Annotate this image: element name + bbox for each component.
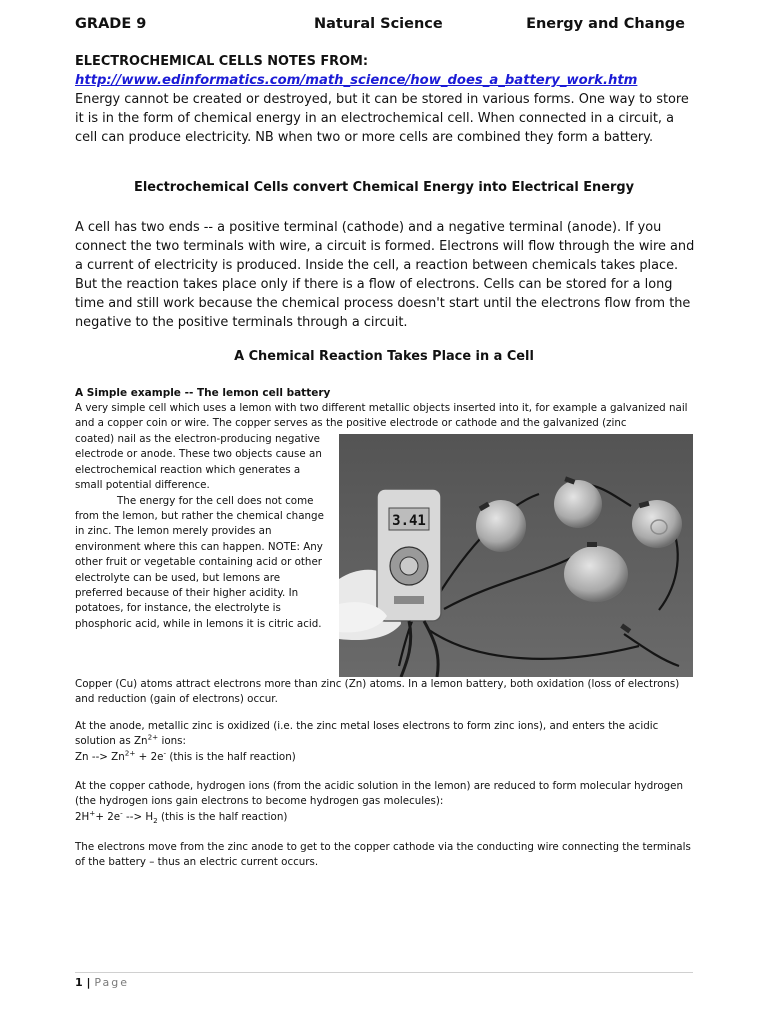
multimeter: [377, 489, 441, 621]
lemon-battery-photo: [339, 434, 693, 677]
page-header: [75, 16, 687, 36]
anode-equation: Zn --> $Zn^{2+} + 2e^-$ (this is the half reaction): [75, 748, 296, 763]
source-link[interactable]: http://www.edinformatics.com/math_science/how_does_a_battery_work.htm: [75, 73, 638, 88]
section-heading-reaction: A Chemical Reaction Takes Place in a Cell: [234, 349, 534, 364]
header-subject: Natural Science: [314, 16, 443, 32]
footer-separator: |: [82, 976, 95, 989]
section-heading-energy: Electrochemical Cells convert Chemical Energy into Electrical Energy: [134, 180, 634, 195]
lemon-electrode-text: coated) nail as the electron-producing negative electrode or anode. These two objects cause an electrochemical reaction which generates a small potential difference.: [75, 433, 322, 492]
lemon-wrapped-text: [75, 432, 327, 632]
lemon-3: [632, 500, 682, 548]
multimeter-reading: 3.41: [392, 513, 426, 529]
copper-zinc-paragraph: Copper (Cu) atoms attract electrons more than zinc (Zn) atoms. In a lemon battery, both oxidation (loss of electrons) and reduction (gain of electrons) occur.: [75, 678, 680, 706]
notes-title: ELECTROCHEMICAL CELLS NOTES FROM:: [75, 54, 369, 69]
intro-section: [75, 52, 695, 147]
footer-divider: [75, 972, 693, 973]
lemon-2: [554, 480, 602, 528]
page-number: 1: [75, 976, 83, 989]
lemon-energy-body: The energy for the cell does not come from the lemon, but rather the chemical change in zinc. The lemon merely provides an environment where this can happen. NOTE: Any other fruit or vegetable containing acid or other electrolyte can be used, but lemons are preferred because of their higher acidity. In potatoes, for instance, the electrolyte is phosphoric acid, while in lemons it is citric acid.: [75, 494, 324, 630]
page-label: Page: [94, 976, 129, 989]
anode-text: At the anode, metallic zinc is oxidized (i.e. the zinc metal loses electrons to form zinc ions), and enters the acidic solution as $Zn^{2+}$ ions:: [75, 720, 659, 748]
header-grade: GRADE 9: [75, 16, 147, 32]
lemon-4: [564, 546, 628, 602]
page-footer: [75, 976, 129, 989]
electron-flow-paragraph: The electrons move from the zinc anode to get to the copper cathode via the conducting wire connecting the terminals of the battery – thus an electric current occurs.: [75, 841, 691, 869]
header-topic: Energy and Change: [526, 16, 685, 32]
anode-paragraph: [75, 719, 695, 765]
cathode-text: At the copper cathode, hydrogen ions (from the acidic solution in the lemon) are reduced to form molecular hydrogen (the hydrogen ions gain electrons to become hydrogen gas molecules):: [75, 780, 684, 808]
cell-terminals-paragraph: A cell has two ends -- a positive terminal (cathode) and a negative terminal (anode). If you connect the two terminals with wire, a circuit is formed. Electrons will flow through the wire and a current of electricity is produced. Inside the cell, a reaction between chemicals takes place. But the reaction takes place only if there is a flow of electrons. Cells can be stored for a long time and still work because the chemical process doesn't start until the electrons flow from the negative to the positive terminals through a circuit.: [75, 220, 695, 330]
lemon-intro-paragraph: A very simple cell which uses a lemon with two different metallic objects inserted into it, for example a galvanized nail and a copper coin or wire. The copper serves as the positive electrode or cathode and the galvanized (zinc: [75, 402, 688, 430]
lemon-example-title: A Simple example -- The lemon cell battery: [75, 387, 331, 399]
intro-paragraph: Energy cannot be created or destroyed, but it can be stored in various forms. One way to store it is in the form of chemical energy in an electrochemical cell. When connected in a circuit, a cell can produce electricity. NB when two or more cells are combined they form a battery.: [75, 92, 689, 145]
cathode-paragraph: [75, 779, 695, 825]
lemon-energy-text: [75, 494, 327, 633]
cathode-equation: 2H++ 2e- --> $H_2$ (this is the half reaction): [75, 808, 288, 825]
